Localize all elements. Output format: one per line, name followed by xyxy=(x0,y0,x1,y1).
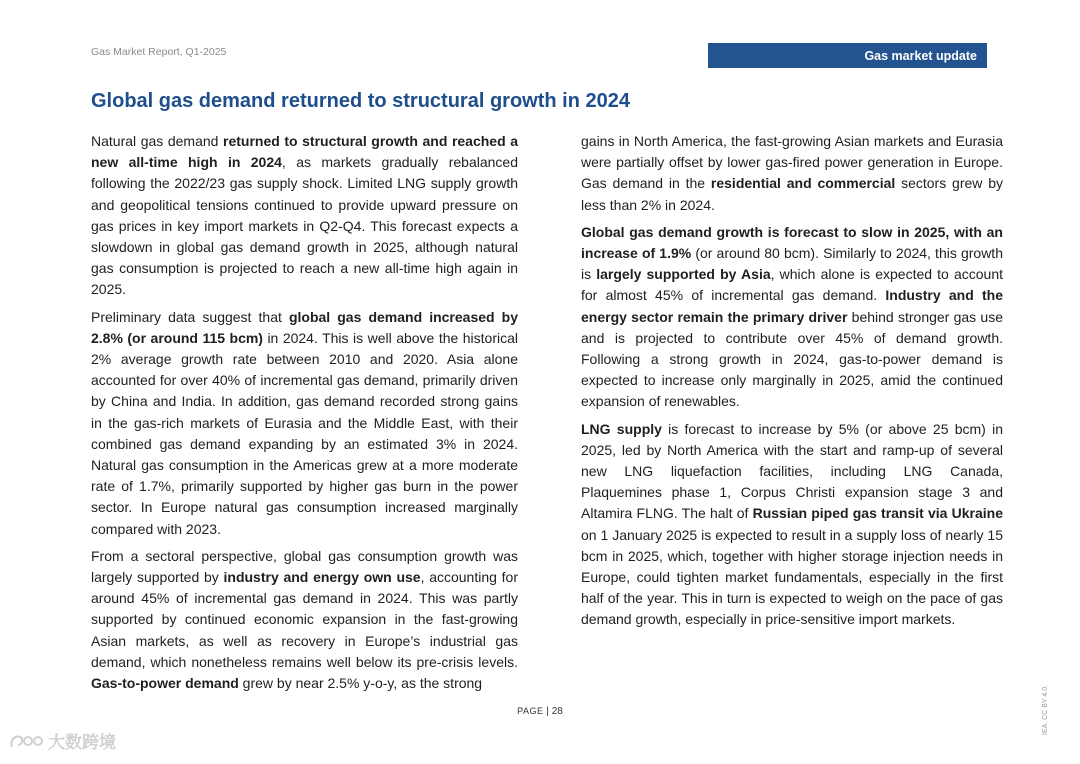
text-run: grew by near 2.5% y-o-y, as the strong xyxy=(238,675,483,692)
bold-text: LNG supply xyxy=(581,420,662,437)
text-run: gains in North America, the fast-growing Asian markets and Eurasia were partially offset by lower gas-fired power generation in Europe. Gas demand in the xyxy=(581,133,1003,192)
text-run: Natural gas demand xyxy=(91,133,223,149)
section-tab: Gas market update xyxy=(708,43,987,68)
bold-text: Industry and the energy sector remain the primary driver xyxy=(581,287,1003,325)
page-footer xyxy=(0,706,1080,717)
bold-text: residential and commercial xyxy=(710,175,896,192)
bold-text: industry and energy own use xyxy=(223,569,421,586)
watermark-logo-icon xyxy=(8,731,44,751)
text-run: sectors grew by less than 2% in 2024. xyxy=(581,175,1003,213)
paragraph xyxy=(581,419,1003,631)
text-run: in 2024. This is well above the historical 2% average growth rate between 2010 and 2020. Asia alone accounted for over 40% of incremental gas demand, primarily driven by China and India. In addition, gas demand recorded strong gains in the gas-rich markets of Eurasia and the Middle East, with their combined gas demand expanding by an estimated 3% in 2024. Natural gas consumption in the Americas grew at a more moderate rate of 1.7%, primarily supported by higher gas burn in the power sector. In Europe natural gas consumption increased marginally compared with 2023. xyxy=(91,329,518,537)
page-label: PAGE xyxy=(517,706,544,716)
bold-text: Russian piped gas transit via Ukraine xyxy=(752,505,1003,522)
text-run: (or around 80 bcm). Similarly to 2024, this growth is xyxy=(581,245,1003,283)
page-number: 28 xyxy=(551,706,563,717)
text-run: From a sectoral perspective, global gas consumption growth was largely supported by xyxy=(91,547,518,586)
bold-text: returned to structural growth and reached a new all-time high in 2024 xyxy=(91,133,518,171)
text-run: Preliminary data suggest that xyxy=(91,308,289,325)
left-column xyxy=(91,131,518,700)
page-title: Global gas demand returned to structural growth in 2024 xyxy=(91,90,630,112)
text-run: behind stronger gas use and is projected to contribute over 45% of demand growth. Following a strong growth in 2024, gas-to-power demand is expected to increase only marginally in 2025, amid the continued expansion of renewables. xyxy=(581,308,1004,410)
right-column xyxy=(581,131,1003,637)
bold-text: global gas demand increased by 2.8% (or around 115 bcm) xyxy=(91,308,518,346)
bold-text: largely supported by Asia xyxy=(596,266,771,283)
paragraph xyxy=(581,131,1003,216)
page-separator: | xyxy=(546,706,552,717)
bold-text: Global gas demand growth is forecast to slow in 2025, with an increase of 1.9% xyxy=(581,223,1003,262)
paragraph xyxy=(91,131,518,301)
text-run: on 1 January 2025 is expected to result in a supply loss of nearly 15 bcm in 2025, which, together with higher storage injection needs in Europe, could tighten market fundamentals, especially in the first half of the year. This in turn is expected to weigh on the pace of gas demand growth, especially in price-sensitive import markets. xyxy=(581,526,1003,628)
paragraph xyxy=(581,222,1003,413)
report-title: Gas Market Report, Q1-2025 xyxy=(91,46,227,58)
paragraph xyxy=(91,546,518,694)
text-run: is forecast to increase by 5% (or above 25 bcm) in 2025, led by North America with the start and ramp-up of several new LNG liquefaction facilities, including LNG Canada, Plaquemines phase 1, Corpus Christi expansion stage 3 and Altamira FLNG. The halt of xyxy=(581,420,1003,522)
paragraph xyxy=(91,307,518,540)
text-run: , as markets gradually rebalanced following the 2022/23 gas supply shock. Limited LNG supply growth and geopolitical tensions continued to provide upward pressure on gas prices in key import markets in Q2-Q4. This forecast expects a slowdown in global gas demand growth in 2025, although natural gas consumption is projected to reach a new all-time high again in 2025. xyxy=(91,154,519,298)
bold-text: Gas-to-power demand xyxy=(91,675,239,692)
text-run: , accounting for around 45% of incremental gas demand in 2024. This was partly supported by continued economic expansion in the fast-growing Asian markets, as well as recovery in Europe’s industrial gas demand, which nonetheless remains well below its pre-crisis levels. xyxy=(91,569,518,670)
text-run: , which alone is expected to account for almost 45% of incremental gas demand. xyxy=(581,266,1004,304)
watermark-text: 大数跨境 xyxy=(48,733,116,752)
watermark xyxy=(8,728,116,753)
license-note: IEA. CC BY 4.0. xyxy=(1042,684,1049,735)
